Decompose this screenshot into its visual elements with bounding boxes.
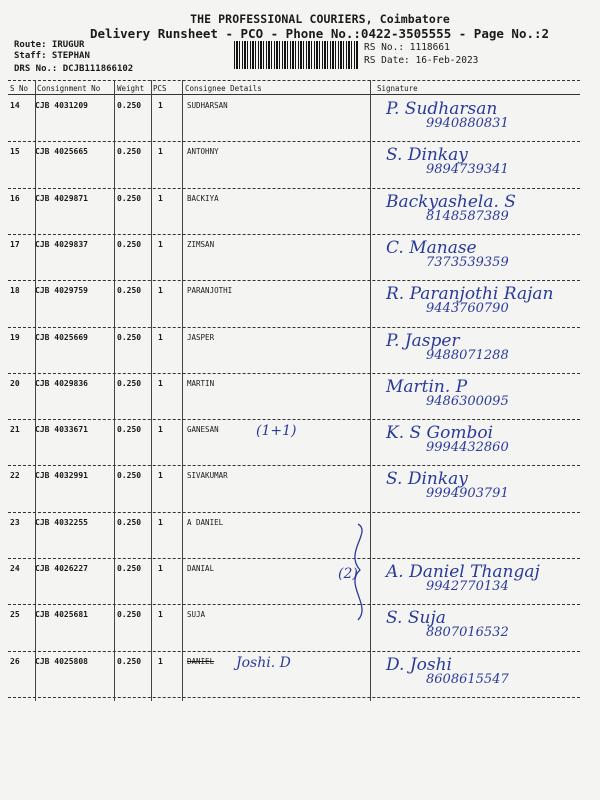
row-divider — [8, 234, 580, 235]
consignee-name: SIVAKUMAR — [187, 471, 228, 481]
signature-name: S. Suja — [386, 608, 446, 629]
signature-name: S. Dinkay — [386, 145, 468, 166]
handwritten-signature — [386, 562, 540, 594]
signature-name: K. S Gomboi — [386, 423, 494, 444]
row-serial-number: 25 — [10, 610, 20, 620]
consignee-name: DANIAL — [187, 564, 215, 573]
row-serial-number: 23 — [10, 517, 20, 527]
signature-phone: 9994903791 — [426, 486, 509, 502]
signature-phone: 9488071288 — [426, 347, 509, 363]
column-divider — [114, 80, 115, 701]
row-serial-number: 20 — [10, 378, 20, 388]
consignment-number: CJB 4033671 — [35, 425, 88, 435]
consignment-number: CJB 4029871 — [35, 193, 88, 203]
signature-name: R. Paranjothi Rajan — [386, 284, 554, 305]
row-weight: 0.250 — [117, 147, 142, 157]
handwritten-signature — [386, 99, 509, 131]
row-pieces: 1 — [158, 471, 163, 481]
col-header-sno: S No — [10, 84, 29, 93]
row-weight: 0.250 — [117, 239, 142, 249]
consignee-name: MARTIN — [187, 378, 215, 388]
consignee-name: DANIEL — [187, 656, 215, 666]
consignee-name: ANTOHNY — [187, 147, 219, 157]
row-divider — [8, 280, 580, 281]
barcode-image — [234, 41, 358, 69]
row-weight: 0.250 — [117, 610, 142, 620]
handwritten-signature — [386, 655, 509, 687]
signature-phone: 8608615547 — [426, 671, 509, 687]
row-serial-number: 21 — [10, 425, 20, 435]
row-weight: 0.250 — [117, 471, 142, 481]
row-pieces: 1 — [158, 425, 163, 435]
consignment-number: CJB 4029837 — [35, 239, 88, 249]
column-divider — [182, 80, 183, 701]
route-label: Route: IRUGUR — [14, 40, 85, 50]
row-divider — [8, 512, 580, 513]
row-pieces: 1 — [158, 147, 163, 157]
signature-name: Martin. P — [386, 376, 468, 397]
row-weight: 0.250 — [117, 101, 142, 110]
drs-number: DRS No.: DCJB111866102 — [14, 64, 134, 74]
row-pieces: 1 — [158, 193, 163, 203]
signature-phone: 9942770134 — [426, 579, 509, 594]
row-serial-number: 14 — [10, 101, 20, 110]
row-weight: 0.250 — [117, 378, 142, 388]
col-header-pcs: PCS — [153, 84, 167, 93]
consignment-number: CJB 4032255 — [35, 517, 88, 527]
row-serial-number: 17 — [10, 239, 20, 249]
handwritten-signature — [386, 145, 509, 177]
handwritten-signature — [386, 423, 509, 455]
staff-label: Staff: STEPHAN — [14, 51, 90, 61]
table-top-rule — [8, 80, 580, 81]
row-pieces: 1 — [158, 378, 163, 388]
consignment-number: CJB 4025669 — [35, 332, 88, 342]
consignee-name: BACKIYA — [187, 193, 219, 203]
consignment-number: CJB 4025665 — [35, 147, 88, 157]
handwritten-signature — [386, 608, 509, 640]
signature-name: Backyashela. S — [386, 191, 516, 212]
signature-name: A. Daniel Thangaj — [386, 562, 540, 582]
row-weight: 0.250 — [117, 425, 142, 435]
row-divider — [8, 188, 580, 189]
signature-phone: 9443760790 — [426, 301, 509, 317]
row-serial-number: 18 — [10, 286, 20, 296]
handwritten-signature — [386, 192, 516, 224]
signature-phone: 7373539359 — [426, 254, 509, 270]
row-weight: 0.250 — [117, 656, 142, 666]
column-divider — [151, 80, 152, 701]
col-header-consignment: Consignment No — [37, 84, 101, 93]
handwritten-signature — [386, 469, 509, 501]
consignee-name: ZIMSAN — [187, 239, 215, 249]
signature-name: S. Dinkay — [386, 469, 468, 490]
signature-phone: 9940880831 — [426, 116, 509, 131]
row-divider — [8, 604, 580, 605]
row-pieces: 1 — [158, 286, 163, 296]
brace-mark — [338, 522, 378, 622]
row-weight: 0.250 — [117, 564, 142, 573]
consignment-number: CJB 4032991 — [35, 471, 88, 481]
row-weight: 0.250 — [117, 193, 142, 203]
row-weight: 0.250 — [117, 332, 142, 342]
signature-phone: 9994432860 — [426, 440, 509, 456]
signature-name: C. Manase — [386, 237, 477, 258]
consignee-name: GANESAN — [187, 425, 219, 435]
row-divider — [8, 558, 580, 559]
company-title: THE PROFESSIONAL COURIERS, Coimbatore — [190, 12, 450, 26]
consignment-number: CJB 4025681 — [35, 610, 88, 620]
row-divider — [8, 373, 580, 374]
row-pieces: 1 — [158, 517, 163, 527]
signature-name: D. Joshi — [386, 654, 452, 675]
column-divider — [35, 80, 36, 701]
consignee-name: SUJA — [187, 610, 206, 620]
row-divider — [8, 327, 580, 328]
handwritten-signature — [386, 284, 553, 316]
consignment-number: CJB 4026227 — [35, 564, 88, 573]
row-serial-number: 16 — [10, 193, 20, 203]
row-serial-number: 26 — [10, 656, 20, 666]
row-serial-number: 24 — [10, 564, 20, 573]
row-pieces: 1 — [158, 239, 163, 249]
row-divider — [8, 419, 580, 420]
row-pieces: 1 — [158, 656, 163, 666]
handwritten-name-note: Joshi. D — [236, 654, 291, 671]
circled-count-note: (2) — [338, 566, 358, 582]
header-rule — [8, 94, 580, 95]
handwritten-signature — [386, 331, 509, 363]
consignee-name: SUDHARSAN — [187, 101, 228, 110]
row-divider — [8, 651, 580, 652]
consignee-name: A DANIEL — [187, 517, 224, 527]
row-weight: 0.250 — [117, 517, 142, 527]
col-header-weight: Weight — [117, 84, 145, 93]
signature-phone: 9486300095 — [426, 393, 509, 409]
row-divider — [8, 697, 580, 698]
row-pieces: 1 — [158, 564, 163, 573]
rs-date: RS Date: 16-Feb-2023 — [364, 55, 479, 66]
rs-number: RS No.: 1118661 — [364, 42, 450, 53]
consignment-number: CJB 4029759 — [35, 286, 88, 296]
consignee-name: JASPER — [187, 332, 215, 342]
row-divider — [8, 465, 580, 466]
col-header-signature: Signature — [377, 84, 418, 93]
row-divider — [8, 141, 580, 142]
row-serial-number: 15 — [10, 147, 20, 157]
handwritten-signature — [386, 238, 509, 270]
signature-name: P. Jasper — [386, 330, 460, 351]
consignee-name: PARANJOTHI — [187, 286, 233, 296]
row-serial-number: 19 — [10, 332, 20, 342]
signature-name: P. Sudharsan — [386, 99, 498, 119]
row-pieces: 1 — [158, 101, 163, 110]
runsheet-title: Delivery Runsheet - PCO - Phone No.:0422-3505555 - Page No.:2 — [90, 26, 550, 41]
consignment-number: CJB 4031209 — [35, 101, 88, 110]
signature-phone: 8807016532 — [426, 625, 509, 641]
signature-phone: 9894739341 — [426, 162, 509, 178]
row-pieces: 1 — [158, 332, 163, 342]
quantity-note: (1+1) — [256, 423, 297, 440]
col-header-consignee: Consignee Details — [185, 84, 262, 93]
consignment-number: CJB 4025808 — [35, 656, 88, 666]
row-pieces: 1 — [158, 610, 163, 620]
consignment-number: CJB 4029836 — [35, 378, 88, 388]
signature-phone: 8148587389 — [426, 208, 509, 224]
handwritten-signature — [386, 377, 509, 409]
row-serial-number: 22 — [10, 471, 20, 481]
row-weight: 0.250 — [117, 286, 142, 296]
